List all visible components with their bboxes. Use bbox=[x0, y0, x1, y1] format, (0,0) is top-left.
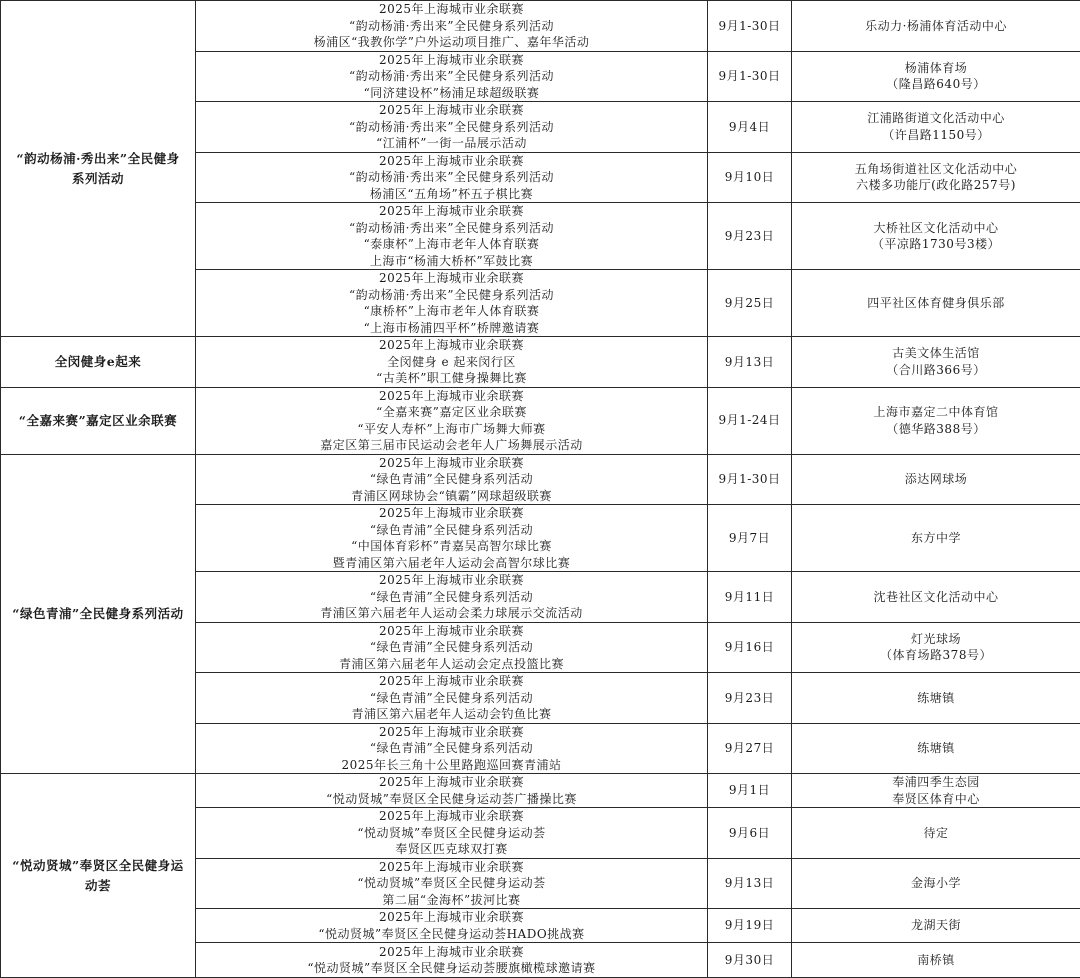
event-location-cell bbox=[792, 152, 1080, 203]
event-name-line: 青浦区网球协会“镇霸”网球超级联赛 bbox=[200, 488, 703, 505]
event-name-line: 2025年上海城市业余联赛 bbox=[200, 623, 703, 640]
event-location-line: 杨浦体育场 bbox=[796, 60, 1076, 77]
event-location-line: 练塘镇 bbox=[796, 690, 1076, 707]
event-name-line: “韵动杨浦·秀出来”全民健身系列活动 bbox=[200, 220, 703, 237]
event-location-line: 东方中学 bbox=[796, 530, 1076, 547]
event-location-cell bbox=[792, 102, 1080, 153]
event-name-cell bbox=[196, 337, 708, 388]
event-name-cell bbox=[196, 102, 708, 153]
event-location-line: 古美文体生活馆 bbox=[796, 345, 1076, 362]
event-date-cell: 9月16日 bbox=[708, 622, 792, 673]
event-date-cell: 9月27日 bbox=[708, 723, 792, 774]
event-name-line: 2025年上海城市业余联赛 bbox=[200, 337, 703, 354]
event-name-cell bbox=[196, 943, 708, 978]
event-name-line: 2025年上海城市业余联赛 bbox=[200, 455, 703, 472]
event-name-cell bbox=[196, 1, 708, 52]
event-location-cell bbox=[792, 808, 1080, 859]
event-location-line: （合川路366号） bbox=[796, 362, 1076, 379]
series-name-cell: “韵动杨浦·秀出来”全民健身系列活动 bbox=[1, 1, 196, 337]
event-location-cell bbox=[792, 454, 1080, 505]
event-name-cell bbox=[196, 505, 708, 572]
event-name-line: 2025年上海城市业余联赛 bbox=[200, 505, 703, 522]
event-location-line: 练塘镇 bbox=[796, 740, 1076, 757]
event-name-line: “韵动杨浦·秀出来”全民健身系列活动 bbox=[200, 287, 703, 304]
series-name-cell: “绿色青浦”全民健身系列活动 bbox=[1, 454, 196, 774]
event-name-line: 2025年上海城市业余联赛 bbox=[200, 52, 703, 69]
event-name-line: “韵动杨浦·秀出来”全民健身系列活动 bbox=[200, 68, 703, 85]
event-location-line: （平凉路1730号3楼） bbox=[796, 236, 1076, 253]
event-name-cell bbox=[196, 454, 708, 505]
event-name-line: 2025年上海城市业余联赛 bbox=[200, 270, 703, 287]
event-date-cell: 9月1日 bbox=[708, 774, 792, 808]
event-name-line: 2025年上海城市业余联赛 bbox=[200, 203, 703, 220]
event-date-cell: 9月10日 bbox=[708, 152, 792, 203]
event-location-cell bbox=[792, 723, 1080, 774]
event-date-cell: 9月1-30日 bbox=[708, 454, 792, 505]
event-name-line: “绿色青浦”全民健身系列活动 bbox=[200, 639, 703, 656]
event-location-line: 奉贤区体育中心 bbox=[796, 791, 1076, 808]
event-name-line: “绿色青浦”全民健身系列活动 bbox=[200, 690, 703, 707]
event-location-line: （体育场路378号） bbox=[796, 647, 1076, 664]
event-location-line: （德华路388号） bbox=[796, 421, 1076, 438]
event-location-line: 江浦路街道文化活动中心 bbox=[796, 110, 1076, 127]
event-location-cell bbox=[792, 622, 1080, 673]
table-row bbox=[1, 454, 1080, 505]
event-location-line: （许昌路1150号） bbox=[796, 127, 1076, 144]
event-name-cell bbox=[196, 152, 708, 203]
table-row bbox=[1, 337, 1080, 388]
event-name-line: “中国体育彩杯”青嘉吴高智尔球比赛 bbox=[200, 538, 703, 555]
event-name-line: 奉贤区匹克球双打赛 bbox=[200, 841, 703, 858]
table-row bbox=[1, 387, 1080, 454]
event-name-cell bbox=[196, 808, 708, 859]
event-location-cell bbox=[792, 673, 1080, 724]
table-row bbox=[1, 774, 1080, 808]
event-location-line: 灯光球场 bbox=[796, 631, 1076, 648]
event-location-line: 龙湖天街 bbox=[796, 917, 1076, 934]
event-name-cell bbox=[196, 723, 708, 774]
event-name-line: “同济建设杯”杨浦足球超级联赛 bbox=[200, 85, 703, 102]
event-name-line: 第二届“金海杯”拔河比赛 bbox=[200, 892, 703, 909]
event-name-line: 嘉定区第三届市民运动会老年人广场舞展示活动 bbox=[200, 437, 703, 454]
event-date-cell: 9月13日 bbox=[708, 337, 792, 388]
event-location-cell bbox=[792, 203, 1080, 270]
event-date-cell: 9月1-30日 bbox=[708, 1, 792, 52]
event-date-cell: 9月1-24日 bbox=[708, 387, 792, 454]
event-location-cell bbox=[792, 774, 1080, 808]
event-date-cell: 9月19日 bbox=[708, 909, 792, 943]
event-location-cell bbox=[792, 1, 1080, 52]
event-location-line: 奉浦四季生态园 bbox=[796, 774, 1076, 791]
event-date-cell: 9月13日 bbox=[708, 858, 792, 909]
event-date-cell: 9月7日 bbox=[708, 505, 792, 572]
event-name-line: “绿色青浦”全民健身系列活动 bbox=[200, 522, 703, 539]
event-location-line: 南桥镇 bbox=[796, 952, 1076, 969]
event-location-line: 金海小学 bbox=[796, 875, 1076, 892]
event-date-cell: 9月23日 bbox=[708, 203, 792, 270]
event-name-line: 暨青浦区第六届老年人运动会高智尔球比赛 bbox=[200, 555, 703, 572]
event-name-line: 2025年上海城市业余联赛 bbox=[200, 388, 703, 405]
event-location-cell bbox=[792, 270, 1080, 337]
event-location-line: 乐动力·杨浦体育活动中心 bbox=[796, 18, 1076, 35]
event-name-line: 2025年上海城市业余联赛 bbox=[200, 153, 703, 170]
event-name-line: “江浦杯”一街一品展示活动 bbox=[200, 135, 703, 152]
series-name-cell: “悦动贤城”奉贤区全民健身运动荟 bbox=[1, 774, 196, 978]
event-date-cell: 9月30日 bbox=[708, 943, 792, 978]
event-name-line: “绿色青浦”全民健身系列活动 bbox=[200, 589, 703, 606]
event-name-line: “全嘉来赛”嘉定区业余联赛 bbox=[200, 404, 703, 421]
event-location-cell bbox=[792, 572, 1080, 623]
event-location-cell bbox=[792, 505, 1080, 572]
event-name-line: “泰康杯”上海市老年人体育联赛 bbox=[200, 236, 703, 253]
event-name-line: 2025年长三角十公里路跑巡回赛青浦站 bbox=[200, 757, 703, 774]
event-location-cell bbox=[792, 909, 1080, 943]
event-name-line: “韵动杨浦·秀出来”全民健身系列活动 bbox=[200, 169, 703, 186]
event-name-line: 青浦区第六届老年人运动会钓鱼比赛 bbox=[200, 706, 703, 723]
event-location-line: 五角场街道社区文化活动中心 bbox=[796, 161, 1076, 178]
event-location-line: 六楼多功能厅(政化路257号) bbox=[796, 177, 1076, 194]
event-name-cell bbox=[196, 203, 708, 270]
event-location-line: 大桥社区文化活动中心 bbox=[796, 220, 1076, 237]
event-name-line: “康桥杯”上海市老年人体育联赛 bbox=[200, 303, 703, 320]
table-row bbox=[1, 1, 1080, 52]
event-name-cell bbox=[196, 51, 708, 102]
event-name-line: 2025年上海城市业余联赛 bbox=[200, 673, 703, 690]
event-name-line: “绿色青浦”全民健身系列活动 bbox=[200, 471, 703, 488]
event-name-line: “平安人寿杯”上海市广场舞大师赛 bbox=[200, 421, 703, 438]
series-name-cell: “全嘉来赛”嘉定区业余联赛 bbox=[1, 387, 196, 454]
event-name-line: “韵动杨浦·秀出来”全民健身系列活动 bbox=[200, 18, 703, 35]
event-name-line: 2025年上海城市业余联赛 bbox=[200, 859, 703, 876]
event-name-line: 杨浦区“我教你学”户外运动项目推广、嘉年华活动 bbox=[200, 34, 703, 51]
event-name-cell bbox=[196, 673, 708, 724]
event-name-line: 2025年上海城市业余联赛 bbox=[200, 774, 703, 791]
event-location-cell bbox=[792, 858, 1080, 909]
event-location-line: 四平社区体育健身俱乐部 bbox=[796, 295, 1076, 312]
event-name-line: 2025年上海城市业余联赛 bbox=[200, 572, 703, 589]
event-date-cell: 9月11日 bbox=[708, 572, 792, 623]
event-location-line: 待定 bbox=[796, 825, 1076, 842]
event-name-cell bbox=[196, 572, 708, 623]
event-name-cell bbox=[196, 858, 708, 909]
event-name-cell bbox=[196, 909, 708, 943]
event-location-cell bbox=[792, 943, 1080, 978]
events-table-body bbox=[1, 1, 1080, 978]
event-name-line: 青浦区第六届老年人运动会定点投篮比赛 bbox=[200, 656, 703, 673]
event-name-cell bbox=[196, 622, 708, 673]
event-name-line: 2025年上海城市业余联赛 bbox=[200, 944, 703, 961]
event-name-line: 2025年上海城市业余联赛 bbox=[200, 102, 703, 119]
event-name-line: “绿色青浦”全民健身系列活动 bbox=[200, 740, 703, 757]
series-name-cell: 全闵健身e起来 bbox=[1, 337, 196, 388]
event-name-line: “悦动贤城”奉贤区全民健身运动荟 bbox=[200, 825, 703, 842]
event-location-line: （隆昌路640号） bbox=[796, 76, 1076, 93]
event-location-line: 沈巷社区文化活动中心 bbox=[796, 589, 1076, 606]
event-name-line: 青浦区第六届老年人运动会柔力球展示交流活动 bbox=[200, 605, 703, 622]
event-name-cell bbox=[196, 774, 708, 808]
event-name-line: “韵动杨浦·秀出来”全民健身系列活动 bbox=[200, 119, 703, 136]
event-location-line: 上海市嘉定二中体育馆 bbox=[796, 404, 1076, 421]
event-name-line: “古美杯”职工健身操舞比赛 bbox=[200, 370, 703, 387]
event-name-line: 2025年上海城市业余联赛 bbox=[200, 808, 703, 825]
event-name-line: “悦动贤城”奉贤区全民健身运动荟广播操比赛 bbox=[200, 791, 703, 808]
event-date-cell: 9月4日 bbox=[708, 102, 792, 153]
event-name-line: “悦动贤城”奉贤区全民健身运动荟 bbox=[200, 875, 703, 892]
event-name-line: 杨浦区“五角场”杯五子棋比赛 bbox=[200, 186, 703, 203]
event-name-cell bbox=[196, 270, 708, 337]
event-date-cell: 9月25日 bbox=[708, 270, 792, 337]
event-date-cell: 9月23日 bbox=[708, 673, 792, 724]
event-name-line: 上海市“杨浦大桥杯”军鼓比赛 bbox=[200, 253, 703, 270]
event-name-line: “悦动贤城”奉贤区全民健身运动荟HADO挑战赛 bbox=[200, 926, 703, 943]
event-location-cell bbox=[792, 387, 1080, 454]
event-location-line: 添达网球场 bbox=[796, 471, 1076, 488]
event-name-line: 2025年上海城市业余联赛 bbox=[200, 909, 703, 926]
event-name-line: “悦动贤城”奉贤区全民健身运动荟腰旗橄榄球邀请赛 bbox=[200, 960, 703, 977]
event-location-cell bbox=[792, 51, 1080, 102]
event-name-line: 2025年上海城市业余联赛 bbox=[200, 1, 703, 18]
event-date-cell: 9月6日 bbox=[708, 808, 792, 859]
event-name-line: “上海市杨浦四平杯”桥牌邀请赛 bbox=[200, 320, 703, 337]
event-name-line: 全闵健身 e 起来闵行区 bbox=[200, 354, 703, 371]
event-name-cell bbox=[196, 387, 708, 454]
event-name-line: 2025年上海城市业余联赛 bbox=[200, 724, 703, 741]
event-location-cell bbox=[792, 337, 1080, 388]
event-date-cell: 9月1-30日 bbox=[708, 51, 792, 102]
